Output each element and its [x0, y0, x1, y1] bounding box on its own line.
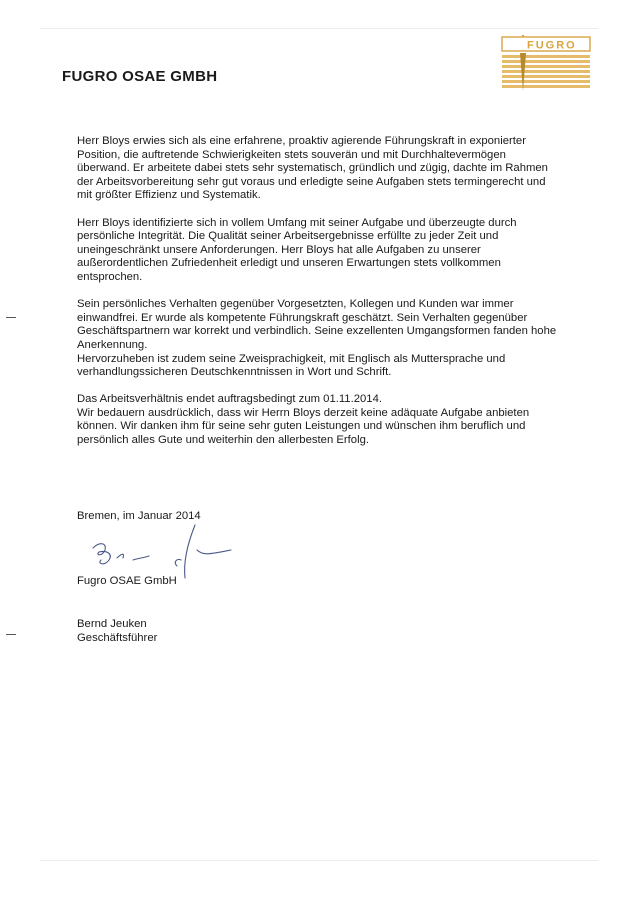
paragraph-1: Herr Bloys erwies sich als eine erfahrene, proaktiv agierende Führungskraft in exponierter Position, die auftretende Schwierigkeiten stets souverän und mit Durchhaltevermögen überwand. Er arbeitete dabei stets sehr systematisch, gründlich und zügig, dachte im Rahmen der Arbeitsvorbereitung sehr gut voraus und erledigte seine Aufgaben stets termingerecht und mit größter Effizienz und Systematik.	[77, 135, 548, 202]
signer-name: Bernd Jeuken	[77, 618, 147, 630]
logo-wordmark: FUGRO	[527, 39, 577, 52]
handwritten-signature	[85, 520, 235, 580]
signer-title: Geschäftsführer	[77, 632, 158, 644]
closing-company: Fugro OSAE GmbH	[77, 575, 177, 587]
fugro-logo	[498, 33, 594, 95]
bottom-divider	[40, 860, 598, 861]
paragraph-3: Sein persönliches Verhalten gegenüber Vorgesetzten, Kollegen und Kunden war immer einwandfrei. Er wurde als kompetente Führungskraft geschätzt. Sein Verhalten gegenüber Geschäftspartnern war korrekt und verbindlich. Seine exzellenten Umgangsformen fanden hohe Anerkennung. Hervorzuheben ist zudem seine Zweisprachigkeit, mit Englisch als Muttersprache und verhandlungssicheren Deutschkenntnissen in Wort und Schrift.	[77, 298, 557, 379]
top-divider	[40, 28, 598, 29]
place-date: Bremen, im Januar 2014	[77, 510, 201, 522]
letter-body	[77, 135, 559, 461]
punch-mark	[6, 634, 16, 635]
company-name: FUGRO OSAE GMBH	[62, 68, 218, 85]
fold-mark	[6, 317, 16, 318]
paragraph-2: Herr Bloys identifizierte sich in vollem Umfang mit seiner Aufgabe und überzeugte durch persönliche Integrität. Die Qualität seiner Arbeitsergebnisse erfüllte zu jeder Zeit und uneingeschränkt unsere Anforderungen. Herr Bloys hat alle Aufgaben zu unserer außerordentlichen Zufriedenheit erledigt und unseren Erwartungen stets vollkommen entsprochen.	[77, 216, 517, 283]
paragraph-4: Das Arbeitsverhältnis endet auftragsbedingt zum 01.11.2014. Wir bedauern ausdrücklich, dass wir Herrn Bloys derzeit keine adäquate Aufgabe anbieten können. Wir danken ihm für seine sehr guten Leistungen und wünschen ihm beruflich und persönlich alles Gute und weiterhin den allerbesten Erfolg.	[77, 393, 530, 447]
